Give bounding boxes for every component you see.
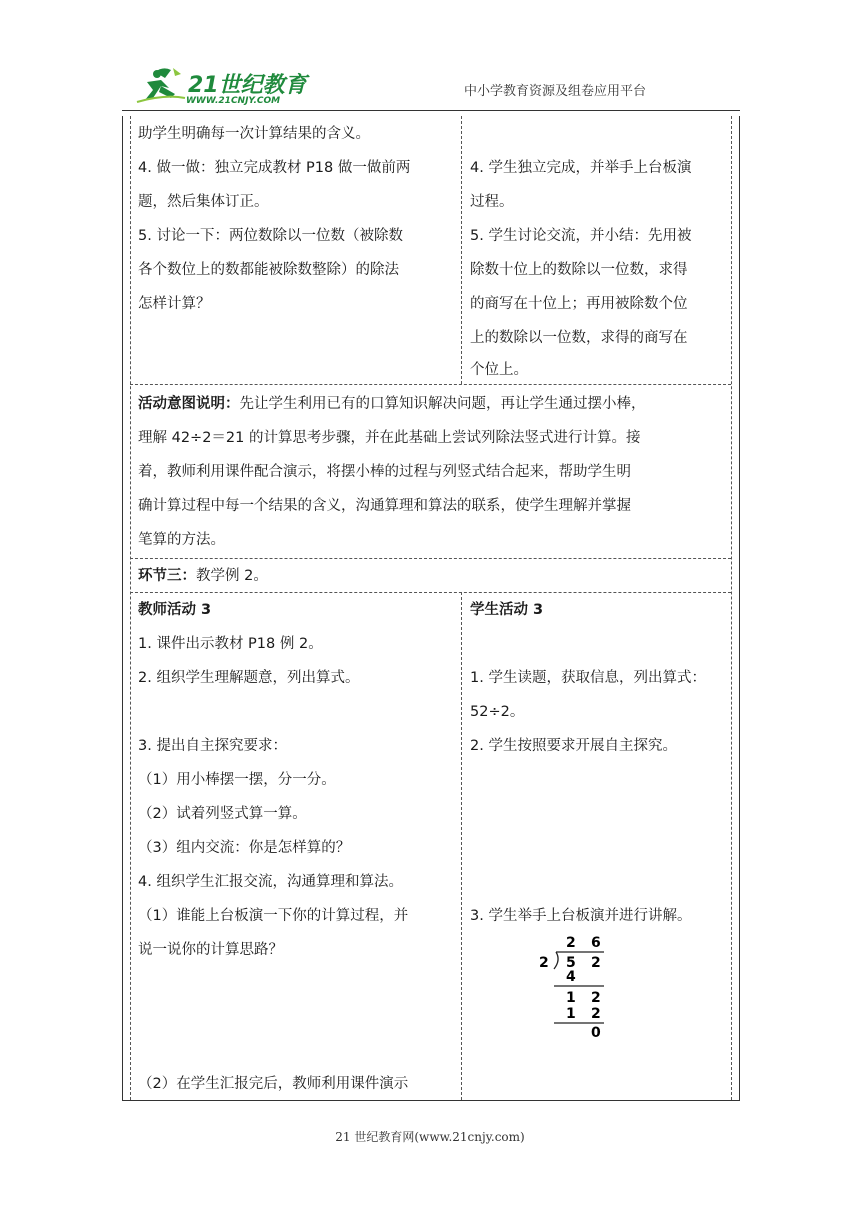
logo-url: WWW.21CNJY.COM bbox=[186, 96, 281, 106]
long-division-diagram bbox=[530, 930, 620, 1040]
step3-ones: 2 bbox=[591, 1006, 601, 1022]
student-heading: 学生活动 3 bbox=[470, 602, 544, 618]
row1-right-line: 除数十位上的数除以一位数，求得 bbox=[470, 262, 688, 278]
teacher-line: 说一说你的计算思路？ bbox=[138, 942, 283, 958]
row1-right-line: 5. 学生讨论交流，并小结：先用被 bbox=[470, 228, 692, 244]
table-border-right bbox=[739, 116, 740, 1100]
teacher-line: 1. 课件出示教材 P18 例 2。 bbox=[138, 636, 323, 652]
inner-border-right bbox=[731, 116, 732, 1100]
teacher-line: 4. 组织学生汇报交流，沟通算理和算法。 bbox=[138, 874, 403, 890]
step2-ones: 2 bbox=[591, 990, 601, 1006]
section-text: 教学例 2。 bbox=[196, 568, 268, 584]
divisor: 2 bbox=[539, 955, 549, 971]
student-explain: 3. 学生举手上台板演并进行讲解。 bbox=[470, 908, 692, 924]
section-label: 环节三： bbox=[138, 568, 196, 584]
teacher-line: （3）组内交流：你是怎样算的？ bbox=[138, 840, 351, 856]
row1-right-line: 过程。 bbox=[470, 194, 514, 210]
teacher-heading: 教师活动 3 bbox=[138, 602, 212, 618]
teacher-line: 3. 提出自主探究要求： bbox=[138, 738, 287, 754]
intent-line: 先让学生利用已有的口算知识解决问题，再让学生通过摆小棒， bbox=[239, 396, 646, 412]
remainder: 0 bbox=[591, 1025, 601, 1040]
division-bracket bbox=[554, 952, 558, 969]
row1-left-line: 5. 讨论一下：两位数除以一位数（被除数 bbox=[138, 228, 403, 244]
page-footer: 21 世纪教育网(www.21cnjy.com) bbox=[335, 1130, 525, 1144]
column-divider-bottom bbox=[461, 592, 462, 1100]
platform-title: 中小学教育资源及组卷应用平台 bbox=[464, 84, 647, 99]
row1-left-line: 怎样计算？ bbox=[138, 296, 211, 312]
table-border-left bbox=[122, 116, 123, 1100]
product-step1: 4 bbox=[566, 969, 576, 985]
intent-line: 着，教师利用课件配合演示，将摆小棒的过程与列竖式结合起来，帮助学生明 bbox=[138, 464, 631, 480]
intent-line: 确计算过程中每一个结果的含义，沟通算理和算法的联系，使学生理解并掌握 bbox=[138, 498, 631, 514]
student-line: 2. 学生按照要求开展自主探究。 bbox=[470, 738, 677, 754]
quotient-tens: 2 bbox=[566, 935, 576, 951]
dividend-tens: 5 bbox=[566, 955, 576, 971]
intent-line: 理解 42÷2＝21 的计算思考步骤，并在此基础上尝试列除法竖式进行计算。接 bbox=[138, 430, 641, 446]
row1-right-line: 4. 学生独立完成，并举手上台板演 bbox=[470, 160, 692, 176]
row1-right-line: 个位上。 bbox=[470, 362, 528, 378]
header-divider bbox=[122, 110, 740, 111]
intent-label: 活动意图说明： bbox=[138, 396, 240, 412]
logo-text: 21世纪教育 bbox=[188, 73, 307, 98]
page-header bbox=[0, 0, 860, 120]
section-title bbox=[138, 558, 268, 595]
quotient-ones: 6 bbox=[591, 935, 601, 951]
column-divider-top bbox=[461, 116, 462, 384]
row1-left-line: 助学生明确每一次计算结果的含义。 bbox=[138, 126, 370, 142]
row1-right-line: 的商写在十位上；再用被除数个位 bbox=[470, 296, 688, 312]
row1-left-line: 4. 做一做：独立完成教材 P18 做一做前两 bbox=[138, 160, 411, 176]
row-divider-1 bbox=[130, 384, 731, 385]
intent-first-line bbox=[138, 386, 646, 423]
teacher-last-line: （2）在学生汇报完后，教师利用课件演示 bbox=[138, 1076, 409, 1092]
student-line: 1. 学生读题，获取信息，列出算式： bbox=[470, 670, 706, 686]
step2-tens: 1 bbox=[566, 990, 576, 1006]
teacher-line: （1）用小棒摆一摆，分一分。 bbox=[138, 772, 336, 788]
dividend-ones: 2 bbox=[591, 955, 601, 971]
teacher-line: 2. 组织学生理解题意，列出算式。 bbox=[138, 670, 360, 686]
step3-tens: 1 bbox=[566, 1006, 576, 1022]
inner-border-left bbox=[130, 116, 131, 1100]
row1-left-line: 题，然后集体订正。 bbox=[138, 194, 269, 210]
row1-right-line: 上的数除以一位数，求得的商写在 bbox=[470, 330, 688, 346]
student-line: 52÷2。 bbox=[470, 704, 525, 720]
intent-line: 笔算的方法。 bbox=[138, 532, 225, 548]
teacher-line: （1）谁能上台板演一下你的计算过程，并 bbox=[138, 908, 409, 924]
row1-left-line: 各个数位上的数都能被除数整除）的除法 bbox=[138, 262, 399, 278]
teacher-line: （2）试着列竖式算一算。 bbox=[138, 806, 307, 822]
